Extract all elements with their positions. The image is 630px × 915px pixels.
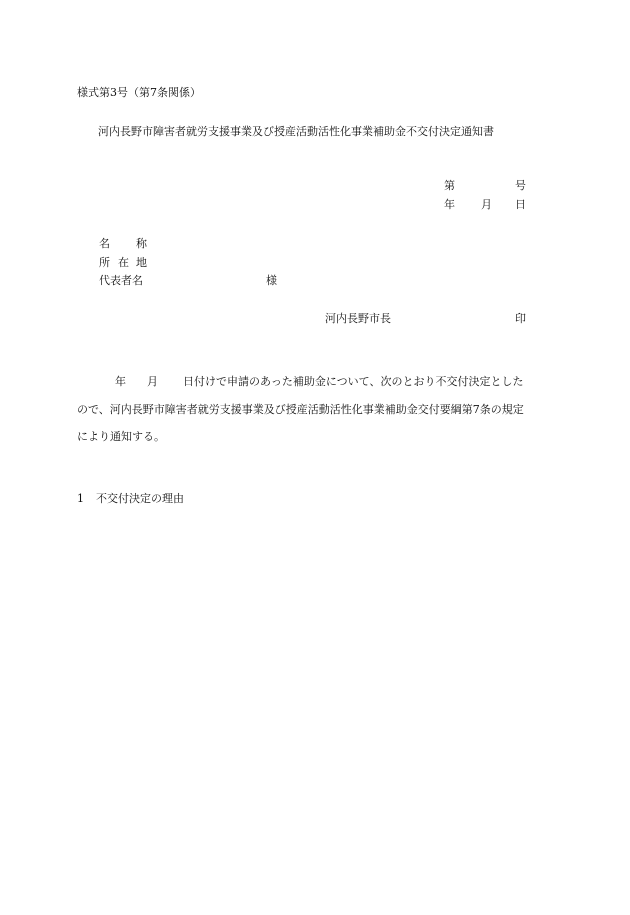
doc-date-year: 年: [444, 198, 455, 211]
recipient-address-label-3: 地: [136, 256, 147, 269]
doc-number-dai: 第: [444, 179, 455, 192]
doc-date-day: 日: [515, 198, 526, 211]
recipient-name-label-2: 称: [136, 237, 147, 250]
section-number: 1: [77, 492, 84, 505]
recipient-representative-label: 代表者名: [99, 274, 143, 287]
recipient-address-label-2: 在: [118, 256, 129, 269]
body-line-2: ので、河内長野市障害者就労支援事業及び授産活動活性化事業補助金交付要綱第7条の規定: [77, 403, 524, 416]
body-date-year: 年: [115, 375, 126, 388]
body-line-3: により通知する。: [77, 430, 165, 443]
document-title: 河内長野市障害者就労支援事業及び授産活動活性化事業補助金不交付決定通知書: [98, 125, 494, 138]
section-title: 不交付決定の理由: [96, 492, 184, 505]
form-number: 様式第3号（第7条関係）: [77, 86, 201, 99]
recipient-name-label-1: 名: [99, 237, 110, 250]
issuer-name: 河内長野市長: [325, 312, 391, 325]
doc-date-month: 月: [481, 198, 492, 211]
recipient-address-label-1: 所: [99, 256, 110, 269]
doc-number-gou: 号: [515, 179, 526, 192]
issuer-seal: 印: [515, 312, 526, 325]
body-line-1: 日付けで申請のあった補助金について、次のとおり不交付決定とした: [183, 375, 524, 388]
body-date-month: 月: [147, 375, 158, 388]
recipient-honorific: 様: [266, 274, 277, 287]
